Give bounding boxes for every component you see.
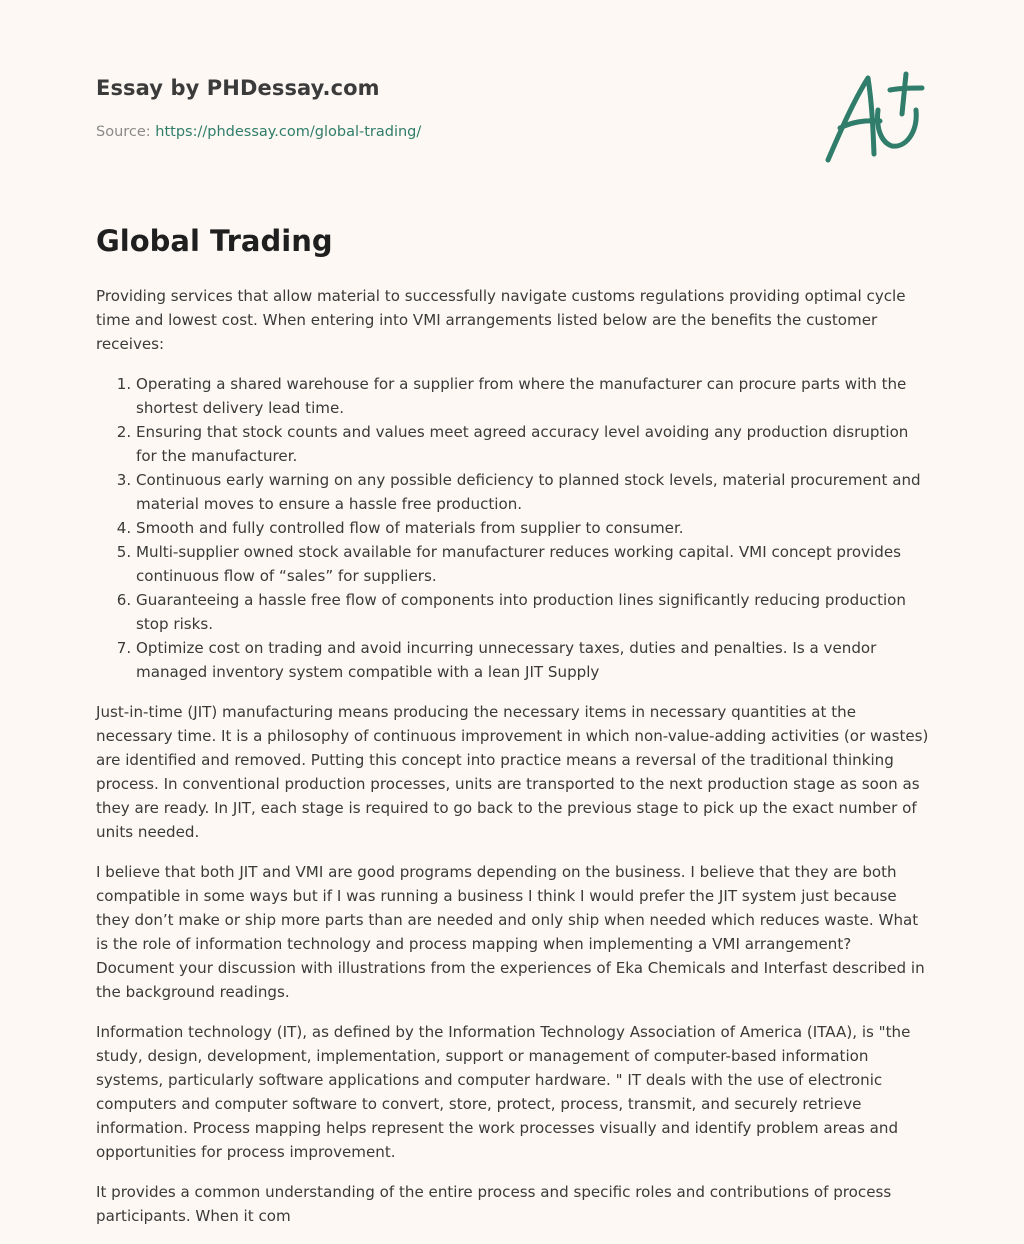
list-item: 6. Guaranteeing a hassle free flow of components into production lines significantly reducing production stop risks. <box>136 588 932 636</box>
list-item: 5. Multi-supplier owned stock available for manufacturer reduces working capital. VMI concept provides continuous flow of “sales” for suppliers. <box>136 540 932 588</box>
body-paragraph: Just-in-time (JIT) manufacturing means producing the necessary items in necessary quantities at the necessary time. It is a philosophy of continuous improvement in which non-value-adding activities (or wastes) are identified and removed. Putting this concept into practice means a reversal of the traditional thinking process. In conventional production processes, units are transported to the next production stage as soon as they are ready. In JIT, each stage is required to go back to the previous stage to pick up the exact number of units needed. <box>96 703 929 841</box>
body-paragraph: It provides a common understanding of the entire process and specific roles and contributions of process participants. When it com <box>96 1183 892 1225</box>
article-title: Global Trading <box>96 224 333 258</box>
source-label: Source: <box>96 124 151 140</box>
list-item: 3. Continuous early warning on any possible deficiency to planned stock levels, material procurement and material moves to ensure a hassle free production. <box>136 468 932 516</box>
benefits-list <box>96 372 932 684</box>
intro-paragraph: Providing services that allow material to successfully navigate customs regulations providing optimal cycle time and lowest cost. When entering into VMI arrangements listed below are the benefits the customer receives: <box>96 287 906 353</box>
body-paragraph: Information technology (IT), as defined by the Information Technology Association of America (ITAA), is "the study, design, development, implementation, support or management of computer-based information systems, particularly software applications and computer hardware. " IT deals with the use of electronic computers and computer software to convert, store, protect, process, transmit, and securely retrieve information. Process mapping helps represent the work processes visually and identify problem areas and opportunities for process improvement. <box>96 1023 911 1161</box>
a-plus-logo-icon <box>818 66 930 166</box>
source-link[interactable]: https://phdessay.com/global-trading/ <box>155 124 422 140</box>
list-item: 7. Optimize cost on trading and avoid incurring unnecessary taxes, duties and penalties. Is a vendor managed inventory system compatible with a lean JIT Supply <box>136 636 932 684</box>
list-item: 1. Operating a shared warehouse for a supplier from where the manufacturer can procure parts with the shortest delivery lead time. <box>136 372 932 420</box>
list-item: 4. Smooth and fully controlled flow of materials from supplier to consumer. <box>136 516 932 540</box>
article-body <box>96 284 932 1244</box>
source-line <box>96 124 421 140</box>
body-paragraph: I believe that both JIT and VMI are good programs depending on the business. I believe that they are both compatible in some ways but if I was running a business I think I would prefer the JIT system just because they don’t make or ship more parts than are needed and only ship when needed which reduces waste. What is the role of information technology and process mapping when implementing a VMI arrangement? Document your discussion with illustrations from the experiences of Eka Chemicals and Interfast described in the background readings. <box>96 863 925 1001</box>
list-item: 2. Ensuring that stock counts and values meet agreed accuracy level avoiding any production disruption for the manufacturer. <box>136 420 932 468</box>
site-title: Essay by PHDessay.com <box>96 76 380 100</box>
